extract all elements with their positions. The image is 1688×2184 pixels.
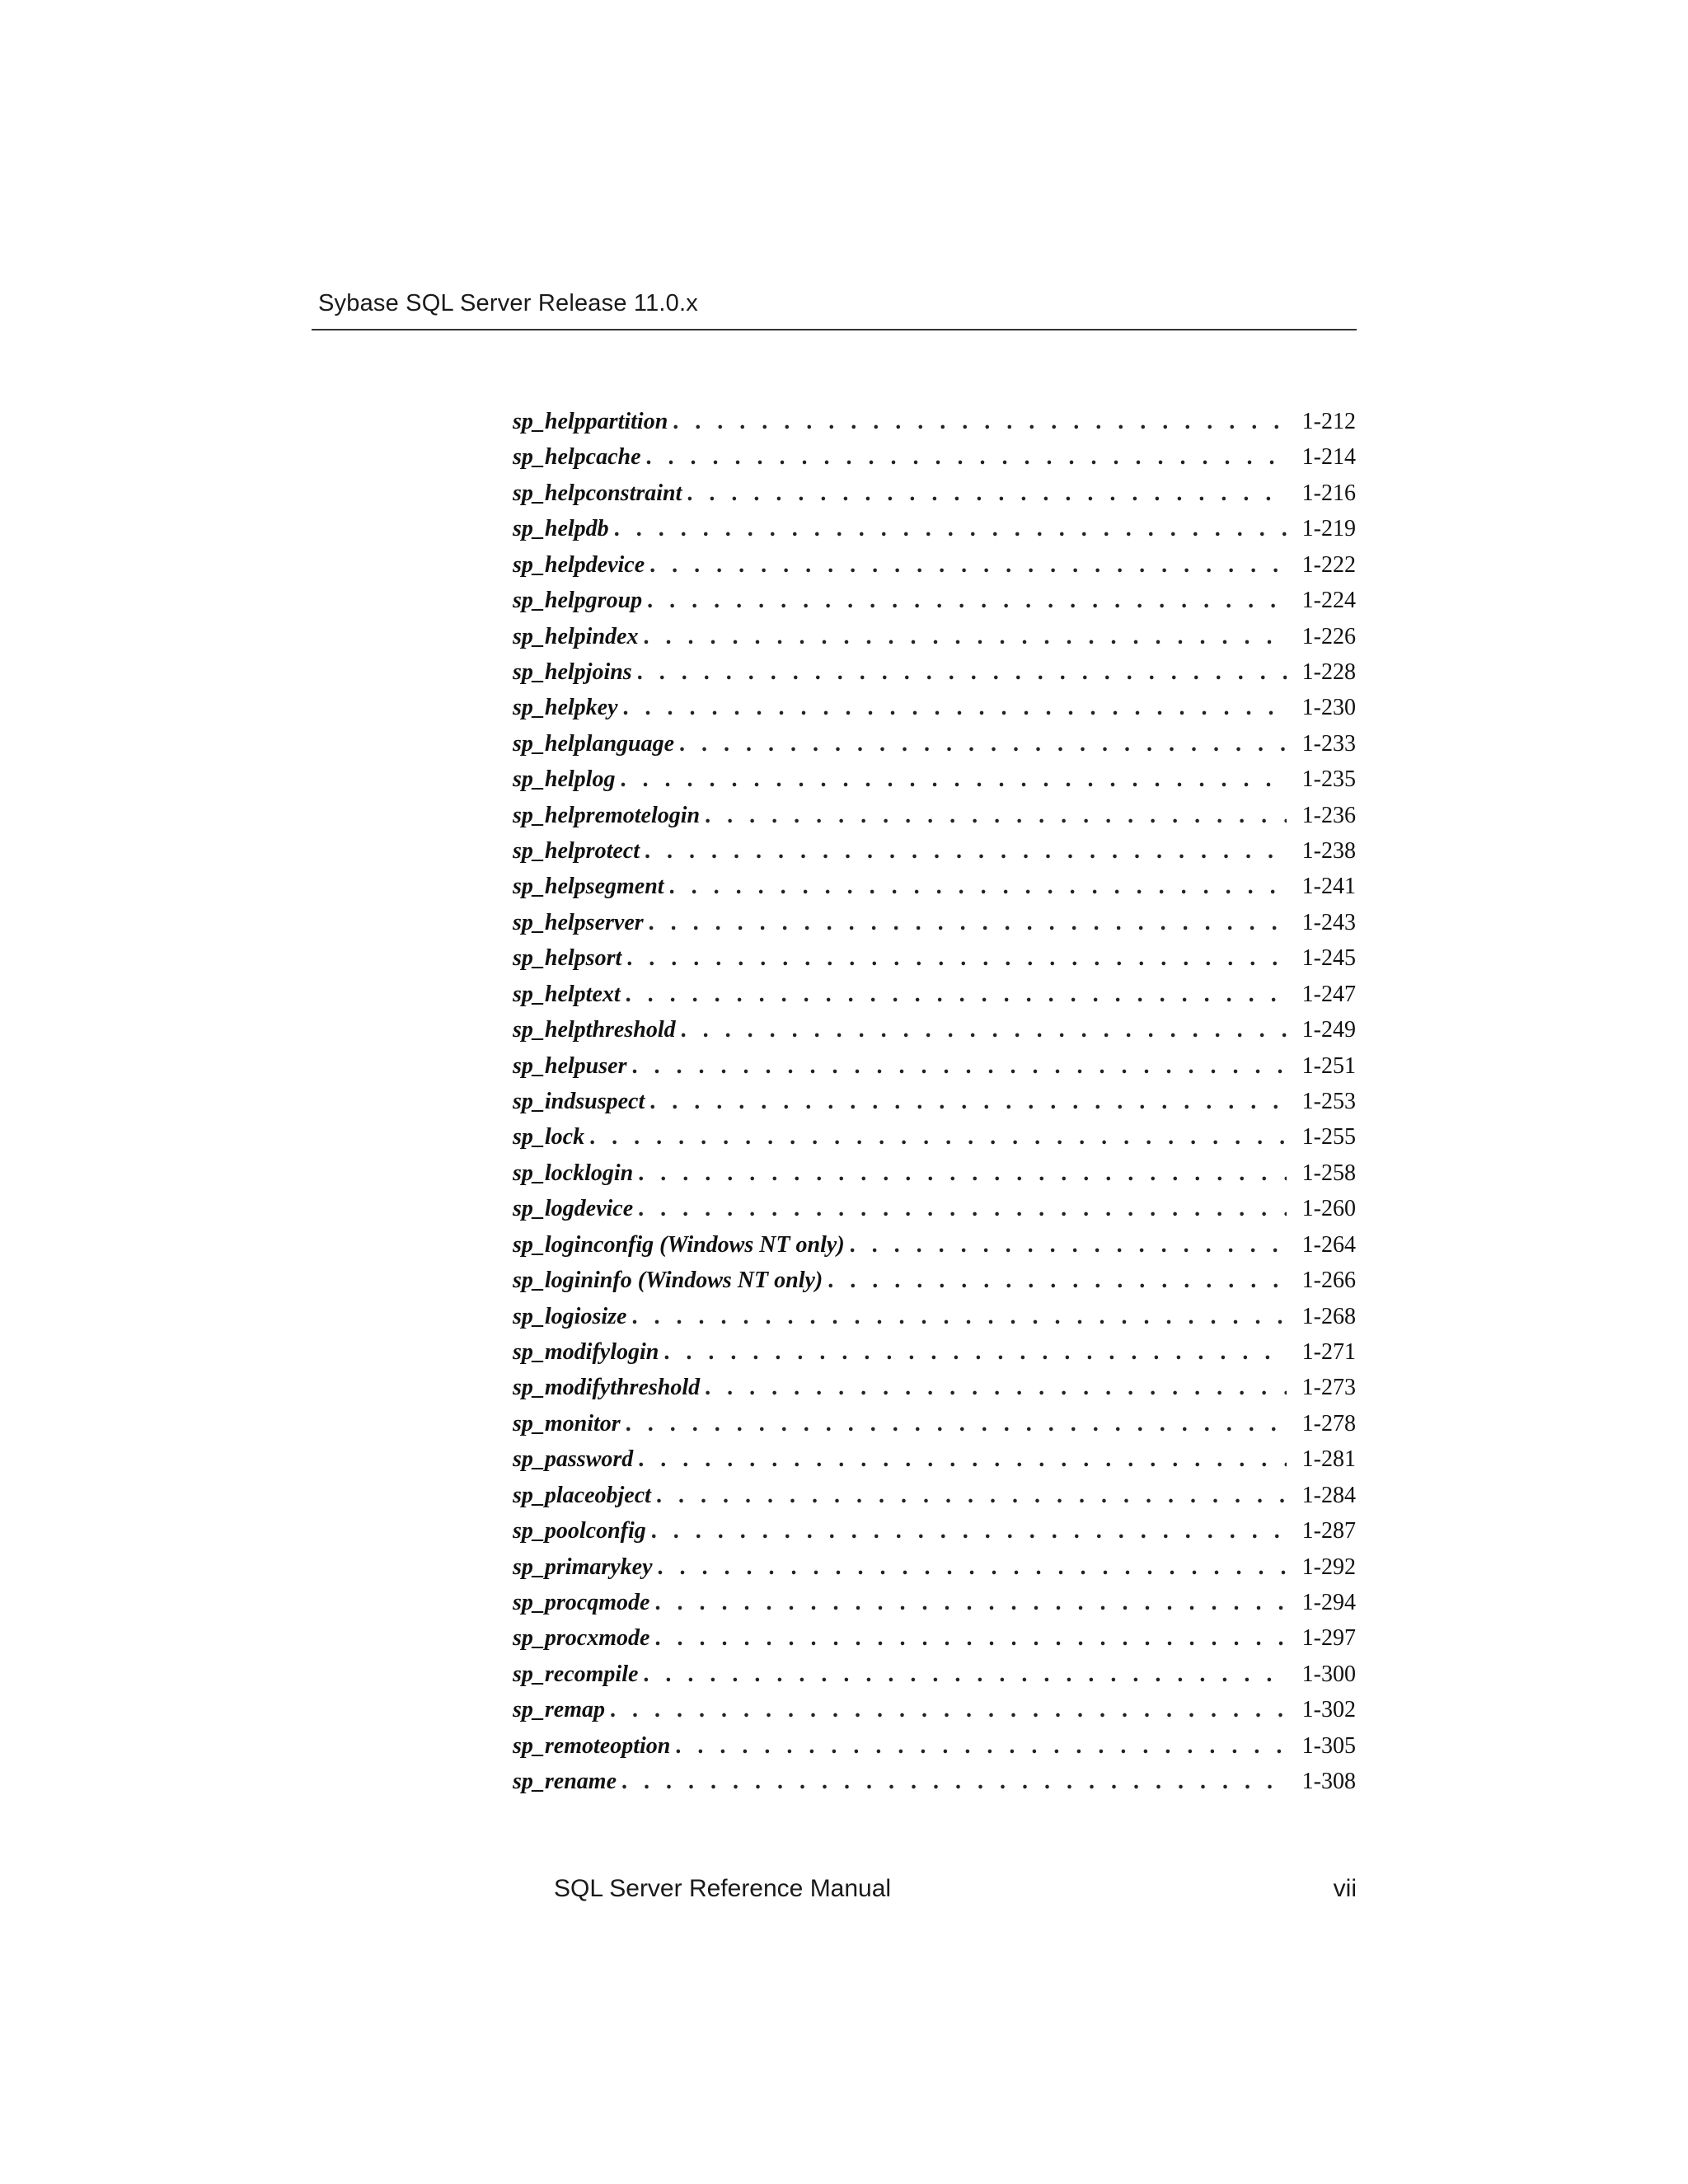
- toc-entry-page: 1-253: [1301, 1089, 1356, 1115]
- toc-entry-page: 1-247: [1301, 981, 1356, 1007]
- toc-dot-leader: [614, 516, 1287, 542]
- toc-dot-leader: [646, 444, 1287, 471]
- toc-entry-name: sp_modifythreshold: [513, 1375, 701, 1401]
- toc-entry[interactable]: [513, 1733, 1356, 1769]
- toc-entry-name: sp_remap: [513, 1697, 605, 1723]
- toc-dot-leader: [638, 1196, 1287, 1222]
- toc-entry-name: sp_recompile: [513, 1661, 639, 1687]
- toc-entry[interactable]: [513, 1411, 1356, 1446]
- toc-dot-leader: [828, 1268, 1287, 1294]
- toc-dot-leader: [687, 480, 1287, 507]
- toc-entry-page: 1-287: [1301, 1518, 1356, 1544]
- header-rule: [312, 329, 1357, 330]
- toc-entry-name: sp_locklogin: [513, 1160, 634, 1186]
- toc-entry-page: 1-226: [1301, 623, 1356, 649]
- toc-dot-leader: [631, 1304, 1287, 1330]
- toc-entry[interactable]: [513, 480, 1356, 516]
- toc-entry-name: sp_logdevice: [513, 1196, 634, 1222]
- toc-entry-name: sp_helppartition: [513, 409, 668, 434]
- toc-dot-leader: [679, 731, 1287, 757]
- toc-dot-leader: [649, 910, 1287, 936]
- toc-entry-name: sp_helprotect: [513, 838, 640, 865]
- toc-entry[interactable]: [513, 874, 1356, 909]
- toc-entry-name: sp_helpkey: [513, 695, 618, 721]
- toc-entry[interactable]: [513, 695, 1356, 730]
- toc-entry-name: sp_helplog: [513, 766, 616, 793]
- toc-entry-page: 1-264: [1301, 1231, 1356, 1258]
- toc-entry-page: 1-297: [1301, 1625, 1356, 1652]
- toc-entry[interactable]: [513, 731, 1356, 766]
- toc-entry-page: 1-233: [1301, 730, 1356, 757]
- toc-entry-page: 1-294: [1301, 1589, 1356, 1615]
- toc-dot-leader: [705, 803, 1287, 829]
- toc-dot-leader: [610, 1697, 1287, 1723]
- toc-dot-leader: [626, 982, 1287, 1008]
- toc-entry-name: sp_procxmode: [513, 1625, 650, 1652]
- toc-entry-page: 1-302: [1301, 1697, 1356, 1723]
- toc-entry-page: 1-245: [1301, 945, 1356, 972]
- toc-entry[interactable]: [513, 1697, 1356, 1732]
- toc-entry[interactable]: [513, 1232, 1356, 1268]
- toc-entry[interactable]: [513, 1017, 1356, 1052]
- toc-entry-page: 1-278: [1301, 1410, 1356, 1436]
- toc-entry-page: 1-235: [1301, 766, 1356, 793]
- toc-dot-leader: [654, 1590, 1287, 1616]
- toc-dot-leader: [649, 1089, 1287, 1115]
- toc-entry-page: 1-258: [1301, 1160, 1356, 1186]
- toc-entry[interactable]: [513, 552, 1356, 588]
- toc-entry-name: sp_remoteoption: [513, 1732, 671, 1759]
- toc-dot-leader: [663, 1339, 1287, 1366]
- toc-dot-leader: [669, 874, 1287, 900]
- toc-dot-leader: [589, 1124, 1287, 1151]
- toc-entry[interactable]: [513, 659, 1356, 695]
- toc-entry[interactable]: [513, 1160, 1356, 1196]
- toc-entry[interactable]: [513, 1518, 1356, 1554]
- toc-dot-leader: [638, 1446, 1287, 1473]
- toc-entry[interactable]: [513, 1446, 1356, 1482]
- toc-entry[interactable]: [513, 1268, 1356, 1303]
- toc-entry[interactable]: [513, 1769, 1356, 1804]
- toc-entry-page: 1-281: [1301, 1446, 1356, 1473]
- toc-entry-page: 1-241: [1301, 874, 1356, 900]
- toc-entry-page: 1-266: [1301, 1268, 1356, 1294]
- toc-entry[interactable]: [513, 444, 1356, 480]
- toc-entry-page: 1-224: [1301, 588, 1356, 614]
- toc-entry-name: sp_logininfo (Windows NT only): [513, 1268, 823, 1294]
- toc-entry-name: sp_monitor: [513, 1410, 621, 1436]
- toc-dot-leader: [649, 552, 1287, 579]
- toc-entry-name: sp_helpthreshold: [513, 1017, 676, 1043]
- toc-entry-name: sp_helpremotelogin: [513, 802, 701, 828]
- toc-entry[interactable]: [513, 1554, 1356, 1590]
- toc-dot-leader: [654, 1625, 1287, 1652]
- toc-entry-name: sp_helpsort: [513, 945, 622, 972]
- toc-entry-name: sp_helpjoins: [513, 658, 632, 685]
- toc-dot-leader: [623, 695, 1287, 721]
- toc-entry-name: sp_helpdb: [513, 516, 609, 542]
- toc-entry-name: sp_helplanguage: [513, 730, 675, 757]
- toc-dot-leader: [658, 1554, 1287, 1581]
- toc-entry-name: sp_procqmode: [513, 1589, 650, 1615]
- toc-entry[interactable]: [513, 1304, 1356, 1339]
- toc-dot-leader: [656, 1483, 1287, 1509]
- toc-entry[interactable]: [513, 1625, 1356, 1661]
- toc-dot-leader: [620, 766, 1287, 793]
- toc-entry-page: 1-249: [1301, 1017, 1356, 1043]
- toc-entry-page: 1-230: [1301, 695, 1356, 721]
- toc-dot-leader: [850, 1232, 1287, 1258]
- toc-entry-page: 1-238: [1301, 838, 1356, 865]
- toc-entry[interactable]: [513, 1661, 1356, 1697]
- table-of-contents: [513, 409, 1356, 1804]
- toc-entry-page: 1-243: [1301, 909, 1356, 935]
- footer-title: SQL Server Reference Manual: [554, 1875, 892, 1902]
- toc-dot-leader: [651, 1518, 1287, 1544]
- toc-entry-page: 1-219: [1301, 516, 1356, 542]
- toc-entry-page: 1-273: [1301, 1375, 1356, 1401]
- toc-entry-name: sp_logiosize: [513, 1303, 627, 1329]
- toc-dot-leader: [643, 1661, 1287, 1688]
- toc-dot-leader: [673, 409, 1287, 435]
- toc-entry-name: sp_primarykey: [513, 1554, 653, 1580]
- toc-entry-page: 1-212: [1301, 409, 1356, 434]
- toc-entry-name: sp_helpuser: [513, 1052, 627, 1079]
- toc-entry-name: sp_helpserver: [513, 909, 644, 935]
- toc-entry-page: 1-268: [1301, 1303, 1356, 1329]
- toc-entry-page: 1-284: [1301, 1482, 1356, 1508]
- toc-entry[interactable]: [513, 945, 1356, 981]
- toc-entry[interactable]: [513, 1590, 1356, 1625]
- toc-entry-page: 1-214: [1301, 444, 1356, 471]
- toc-entry-page: 1-255: [1301, 1124, 1356, 1151]
- toc-entry-page: 1-228: [1301, 658, 1356, 685]
- toc-entry-name: sp_indsuspect: [513, 1089, 645, 1115]
- toc-entry[interactable]: [513, 1196, 1356, 1231]
- toc-entry[interactable]: [513, 409, 1356, 444]
- toc-entry-name: sp_helpconstraint: [513, 480, 682, 506]
- toc-entry-page: 1-271: [1301, 1338, 1356, 1365]
- toc-entry-page: 1-222: [1301, 551, 1356, 578]
- toc-entry-page: 1-292: [1301, 1554, 1356, 1580]
- toc-entry-page: 1-308: [1301, 1769, 1356, 1795]
- toc-dot-leader: [681, 1017, 1287, 1043]
- toc-entry-name: sp_helptext: [513, 981, 621, 1007]
- toc-entry[interactable]: [513, 803, 1356, 838]
- toc-dot-leader: [675, 1733, 1287, 1760]
- toc-entry[interactable]: [513, 1124, 1356, 1160]
- toc-dot-leader: [626, 1411, 1287, 1437]
- toc-dot-leader: [647, 588, 1287, 614]
- toc-dot-leader: [638, 1160, 1287, 1187]
- toc-entry-name: sp_helpindex: [513, 623, 639, 649]
- running-header: Sybase SQL Server Release 11.0.x: [318, 290, 698, 316]
- toc-entry-page: 1-260: [1301, 1196, 1356, 1222]
- toc-entry[interactable]: [513, 1053, 1356, 1089]
- toc-entry-name: sp_helpdevice: [513, 551, 645, 578]
- toc-dot-leader: [621, 1769, 1287, 1795]
- toc-entry-name: sp_helpsegment: [513, 874, 664, 900]
- footer-page-number: vii: [1333, 1875, 1357, 1902]
- toc-dot-leader: [626, 945, 1287, 972]
- toc-entry-name: sp_loginconfig (Windows NT only): [513, 1231, 845, 1258]
- toc-dot-leader: [705, 1375, 1287, 1401]
- toc-dot-leader: [643, 624, 1287, 650]
- toc-entry[interactable]: [513, 766, 1356, 802]
- toc-entry[interactable]: [513, 910, 1356, 945]
- toc-entry-page: 1-251: [1301, 1052, 1356, 1079]
- toc-entry-name: sp_lock: [513, 1124, 585, 1151]
- toc-entry-page: 1-305: [1301, 1732, 1356, 1759]
- toc-dot-leader: [631, 1053, 1287, 1080]
- toc-entry-name: sp_helpgroup: [513, 588, 643, 614]
- toc-entry-name: sp_modifylogin: [513, 1338, 659, 1365]
- toc-entry[interactable]: [513, 1089, 1356, 1124]
- toc-dot-leader: [637, 659, 1287, 686]
- toc-entry-page: 1-216: [1301, 480, 1356, 506]
- toc-entry-page: 1-300: [1301, 1661, 1356, 1687]
- toc-entry-name: sp_password: [513, 1446, 634, 1473]
- toc-entry-name: sp_poolconfig: [513, 1518, 646, 1544]
- toc-entry[interactable]: [513, 1483, 1356, 1518]
- toc-entry[interactable]: [513, 982, 1356, 1017]
- toc-entry[interactable]: [513, 516, 1356, 551]
- toc-entry[interactable]: [513, 1375, 1356, 1410]
- toc-entry-name: sp_placeobject: [513, 1482, 651, 1508]
- toc-dot-leader: [645, 838, 1287, 865]
- toc-entry[interactable]: [513, 1339, 1356, 1375]
- toc-entry[interactable]: [513, 838, 1356, 874]
- toc-entry-name: sp_rename: [513, 1769, 617, 1795]
- toc-entry-page: 1-236: [1301, 802, 1356, 828]
- toc-entry[interactable]: [513, 624, 1356, 659]
- toc-entry-name: sp_helpcache: [513, 444, 641, 471]
- toc-entry[interactable]: [513, 588, 1356, 623]
